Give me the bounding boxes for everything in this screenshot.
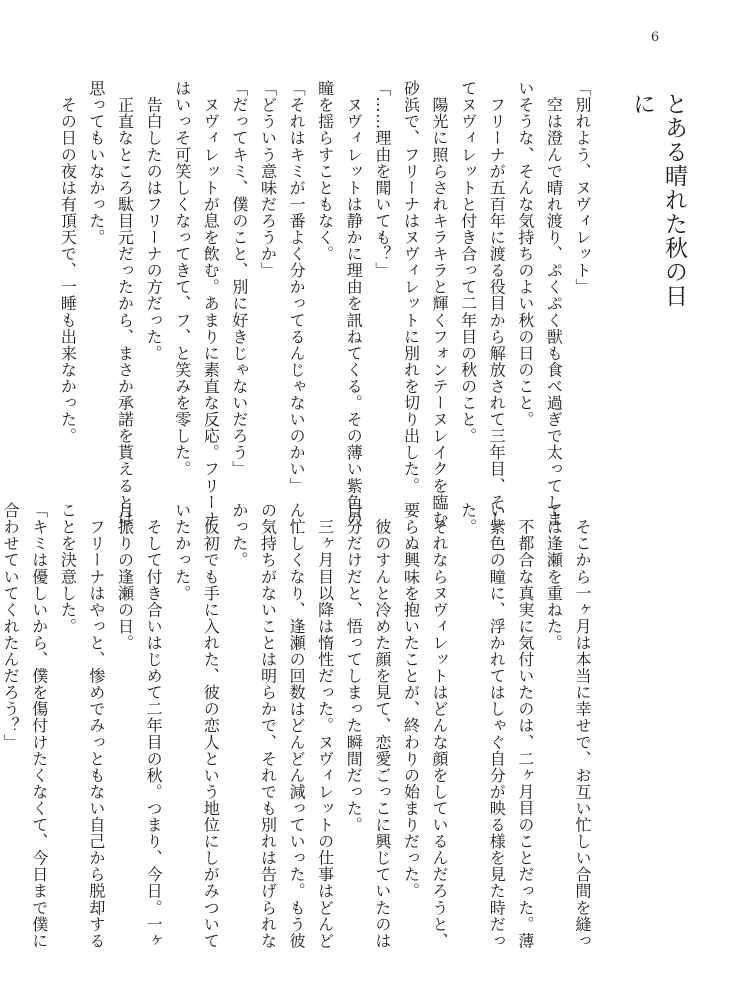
text-line: ことを決意した。 (58, 502, 78, 635)
chapter-title: とある晴れた秋の日に (629, 92, 687, 308)
text-line: 思ってもいなかった。 (86, 80, 106, 246)
body-text-upper (53, 80, 596, 527)
body-text-lower (0, 502, 596, 949)
text-line: 月振りの逢瀬の日。 (115, 502, 135, 651)
text-line: 彼のすんと冷めた顔を見て、恋愛ごっこに興じていたのは (372, 502, 392, 949)
text-line: そして付き合いはじめて二年目の秋。つまり、今日。一ヶ (144, 502, 164, 949)
text-line: 合わせていてくれたんだろう？」 (1, 502, 21, 751)
text-line: 仮初でも手に入れた、彼の恋人という地位にしがみついて (201, 502, 221, 949)
text-line: ヌヴィレットが息を飲む。あまりに素直な反応。フリーナ (201, 80, 221, 527)
text-line: そこから一ヶ月は本当に幸せで、お互い忙しい合間を縫っ (573, 502, 592, 949)
text-line: フリーナが五百年に渡る役目から解放されて三年目、そし (487, 80, 507, 527)
text-line: いそうな、そんな気持ちのよい秋の日のこと。 (515, 80, 535, 428)
text-line: 砂浜で、フリーナはヌヴィレットに別れを切り出した。 (401, 80, 421, 494)
text-line: 不都合な真実に気付いたのは、二ヶ月目のことだった。薄 (515, 502, 535, 949)
text-line: 正直なところ駄目元だったから、まさか承諾を貰えるとは (115, 80, 135, 527)
text-line: い紫色の瞳に、浮かれてはしゃぐ自分が映る様を見た時だっ (487, 502, 507, 949)
text-line: 空は澄んで晴れ渡り、ぷくぷく獣も食べ過ぎで太ってしま (544, 80, 564, 527)
text-line: 「キミは優しいから、僕を傷付けたくなくて、今日まで僕に (29, 502, 49, 949)
text-line: ヌヴィレットは静かに理由を訊ねてくる。その薄い紫色の (344, 80, 364, 527)
text-line: 「どういう意味だろうか」 (258, 80, 278, 279)
text-line: ては逢瀬を重ねた。 (544, 502, 564, 651)
text-line: それならヌヴィレットはどんな顔をしているんだろうと、 (430, 502, 450, 949)
text-line: 「だってキミ、僕のこと、別に好きじゃないだろう」 (229, 80, 249, 478)
text-line: かった。 (229, 502, 249, 569)
text-line: 「……理由を聞いても？」 (372, 80, 392, 279)
text-line: 陽光に照らされキラキラと輝くフォンテーヌレイクを臨む (430, 80, 450, 527)
text-line: 瞳を揺らすこともなく。 (315, 80, 335, 263)
text-line: の気持ちがないことは明らかで、それでも別れは告げられな (258, 502, 278, 949)
text-line: 要らぬ興味を抱いたことが、終わりの始まりだった。 (401, 502, 421, 900)
text-line: 自分だけだと、悟ってしまった瞬間だった。 (344, 502, 364, 833)
text-line: てヌヴィレットと付き合って二年目の秋のこと。 (458, 80, 478, 445)
text-line: その日の夜は有頂天で、一睡も出来なかった。 (58, 80, 78, 445)
text-line: 三ヶ月目以降は惰性だった。ヌヴィレットの仕事はどんど (315, 502, 335, 949)
page-number: 6 (650, 30, 660, 45)
text-line: 告白したのはフリーナの方だった。 (144, 80, 164, 362)
text-line: 「それはキミが一番よく分かってるんじゃないのかい」 (287, 80, 307, 494)
text-line: はいっそ可笑しくなってきて、フ、と笑みを零した。 (172, 80, 192, 478)
text-line: いたかった。 (172, 502, 192, 602)
text-line: ん忙しくなり、逢瀬の回数はどんどん減っていった。もう彼 (287, 502, 307, 949)
text-line: フリーナはやっと、惨めでみっともない自己から脱却する (86, 502, 106, 949)
text-line: 「別れよう、ヌヴィレット」 (573, 80, 592, 296)
text-line: た。 (458, 502, 478, 536)
